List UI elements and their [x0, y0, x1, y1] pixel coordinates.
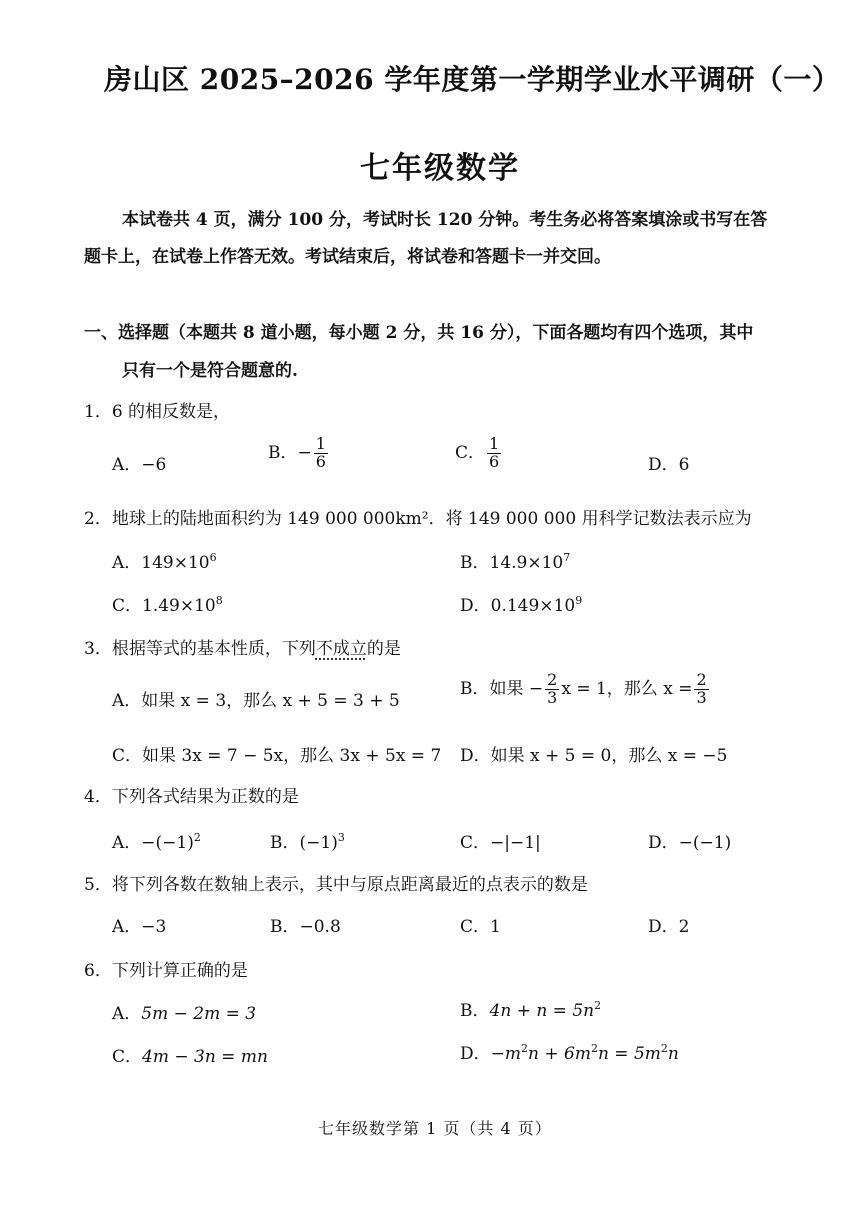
question-6-option-b: B．$4n + n = 5n^2$ [460, 999, 602, 1021]
question-6-option-d: D．$-m^2n + 6m^2n = 5m^2n$ [460, 1042, 679, 1064]
question-1-option-c [455, 436, 503, 471]
minus-sign: − [297, 442, 312, 463]
question-3-option-a: A．如果 x = 3，那么 x + 5 = 3 + 5 [112, 691, 400, 711]
question-2-option-b: B．$14.9\times 10^7$ [460, 551, 571, 573]
page-footer: 七年级数学第 1 页（共 4 页） [318, 1119, 552, 1138]
option-label: C． [455, 442, 486, 463]
question-3-stem: 3．根据等式的基本性质，下列不成立的是 [84, 639, 401, 659]
question-6-option-c: C．4m − 3n = mn [112, 1047, 268, 1067]
question-3-option-b: B．如果 − $\frac{2}{3}$ x = 1，那么 x = $\frac{2}{3}$ [460, 670, 707, 707]
question-1-option-d [648, 450, 689, 475]
fraction: $\frac{2}{3}$ [547, 670, 558, 707]
question-4-stem: 4．下列各式结果为正数的是 [84, 787, 299, 807]
question-5-stem: 5．将下列各数在数轴上表示，其中与原点距离最近的点表示的数是 [84, 875, 588, 895]
question-5-option-b: B．−0.8 [270, 917, 341, 937]
question-3-option-d: D．如果 x + 5 = 0，那么 x = −5 [460, 746, 728, 766]
option-value: −6 [141, 455, 167, 475]
question-2-option-c: C．$1.49\times 10^8$ [112, 594, 223, 616]
notice-line-1: 本试卷共 4 页，满分 100 分，考试时长 120 分钟。考生务必将答案填涂或书写在答 [122, 210, 768, 230]
question-4-option-a: A．$-(-1)^2$ [112, 831, 201, 853]
section-1-heading-cont: 只有一个是符合题意的. [122, 361, 298, 381]
emphasis-text: 不成立 [315, 639, 367, 659]
option-label: A． [112, 455, 142, 475]
question-5-option-c: C．1 [460, 917, 501, 937]
question-4-option-c: C．−|−1| [460, 833, 541, 853]
fraction: $\frac{1}{6}$ [489, 434, 500, 471]
question-2-option-d: D．$0.149\times 10^9$ [460, 594, 583, 616]
section-1-heading: 一、选择题（本题共 8 道小题，每小题 2 分，共 16 分），下面各题均有四个选项，其中 [84, 323, 754, 343]
question-6-stem: 6．下列计算正确的是 [84, 961, 248, 981]
question-2-stem: 2．地球上的陆地面积约为 149 000 000km²．将 149 000 000 用科学记数法表示应为 [84, 509, 752, 529]
question-5-option-d: D．2 [648, 917, 690, 937]
notice-line-2: 题卡上，在试卷上作答无效。考试结束后，将试卷和答题卡一并交回。 [84, 247, 611, 267]
question-1-option-a [112, 450, 166, 475]
option-label: D． [648, 455, 679, 475]
exam-subtitle: 七年级数学 [360, 151, 520, 186]
question-4-option-d: D．−(−1) [648, 833, 732, 853]
question-1-option-b [268, 436, 330, 471]
fraction: $\frac{2}{3}$ [696, 670, 707, 707]
question-2-option-a: A．$149\times 10^6$ [112, 551, 217, 573]
fraction: $\frac{1}{6}$ [315, 434, 326, 471]
question-6-option-a: A．5m − 2m = 3 [112, 1004, 257, 1024]
question-3-option-c: C．如果 3x = 7 − 5x，那么 3x + 5x = 7 [112, 746, 442, 766]
option-label: B． [268, 442, 298, 463]
exam-title: 房山区 2025–2026 学年度第一学期学业水平调研（一） [104, 63, 841, 96]
question-4-option-b: B．$(-1)^3$ [270, 831, 345, 853]
option-value: 6 [678, 455, 690, 475]
question-5-option-a: A．−3 [112, 917, 167, 937]
question-1-stem: 1．6 的相反数是， [84, 402, 231, 422]
